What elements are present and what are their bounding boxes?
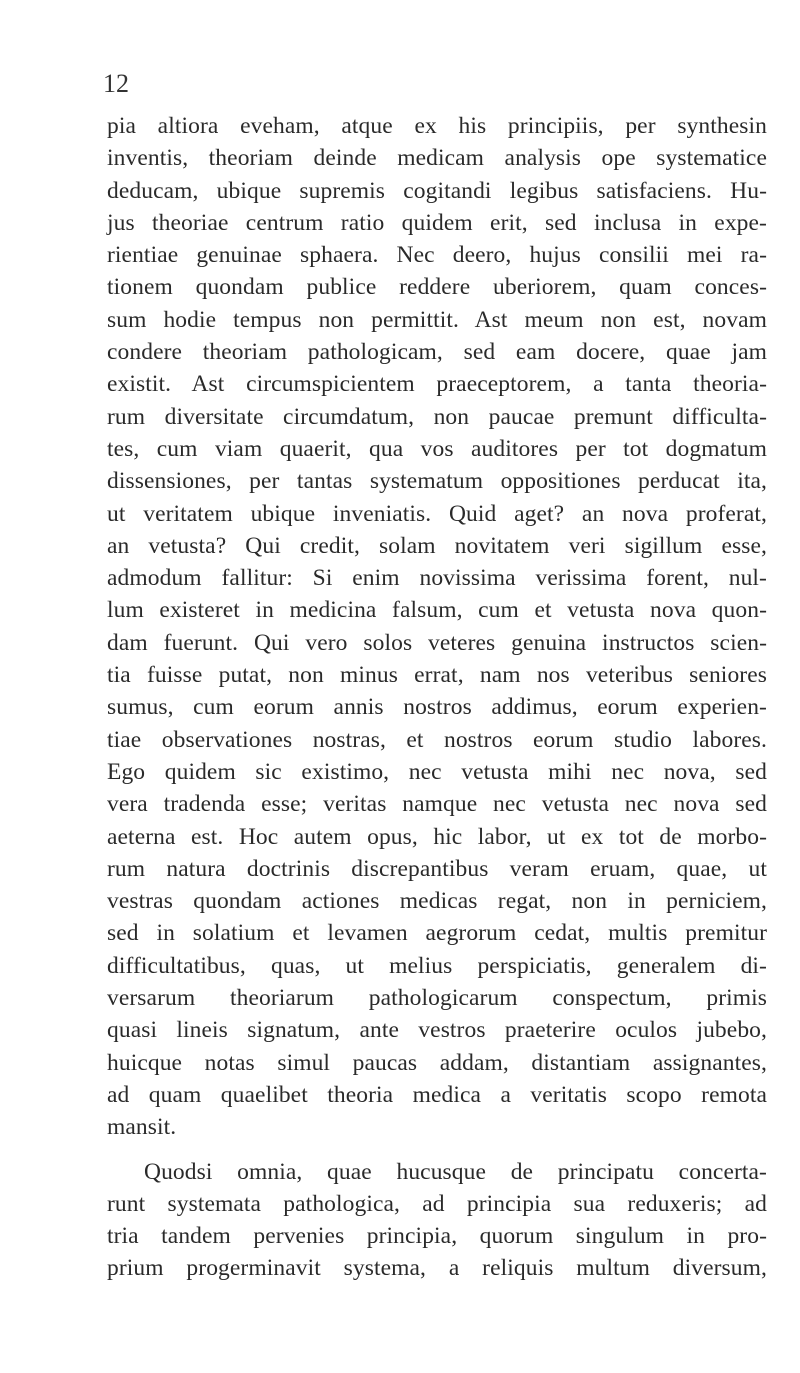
text-line: Quodsi omnia, quae hucusque de principatu concerta- [144,1158,767,1185]
text-line: tia fuisse putat, non minus errat, nam nos veteribus seniores [107,662,767,689]
text-line: ut veritatem ubique inveniatis. Quid aget? an nova proferat, [107,500,767,527]
text-line: an vetusta? Qui credit, solam novitatem veri sigillum esse, [107,532,767,559]
text-line: rum natura doctrinis discrepantibus veram eruam, quae, ut [107,855,767,882]
text-line: sum hodie tempus non permittit. Ast meum non est, novam [107,306,767,333]
text-line: rum diversitate circumdatum, non paucae premunt difficulta- [107,403,767,430]
text-line: ad quam quaelibet theoria medica a veritatis scopo remota [107,1081,767,1108]
text-line: dissensiones, per tantas systematum oppositiones perducat ita, [107,468,767,495]
paragraph-gap [107,1144,767,1156]
text-line: vera tradenda esse; veritas namque nec vetusta nec nova sed [107,791,767,818]
text-line: pia altiora eveham, atque ex his principiis, per synthesin [107,113,767,139]
text-line: sed in solatium et levamen aegrorum cedat, multis premitur [107,920,767,947]
paragraph [107,1156,767,1285]
text-line: jus theoriae centrum ratio quidem erit, sed inclusa in expe- [107,209,767,236]
body-text [107,110,767,1285]
text-line: dam fuerunt. Qui vero solos veteres genuina instructos scien- [107,629,767,656]
text-line: mansit. [107,1114,177,1141]
paragraph [107,110,767,1144]
text-line: rientiae genuinae sphaera. Nec deero, hujus consilii mei ra- [107,242,767,269]
text-line: tria tandem pervenies principia, quorum singulum in pro- [107,1223,767,1250]
text-line: lum existeret in medicina falsum, cum et vetusta nova quon- [107,597,767,624]
text-line: aeterna est. Hoc autem opus, hic labor, ut ex tot de morbo- [107,823,767,850]
text-line: versarum theoriarum pathologicarum conspectum, primis [107,985,767,1012]
text-line: existit. Ast circumspicientem praeceptorem, a tanta theoria- [107,371,767,398]
text-line: tes, cum viam quaerit, qua vos auditores per tot dogmatum [107,435,767,462]
text-line: deducam, ubique supremis cogitandi legibus satisfaciens. Hu- [107,177,767,204]
text-line: runt systemata pathologica, ad principia sua reduxeris; ad [107,1190,767,1217]
text-line: vestras quondam actiones medicas regat, non in perniciem, [107,888,767,915]
text-line: sumus, cum eorum annis nostros addimus, eorum experien- [107,694,767,721]
text-line: condere theoriam pathologicam, sed eam docere, quae jam [107,339,767,366]
text-line: tiae observationes nostras, et nostros eorum studio labores. [107,726,767,753]
text-line: admodum fallitur: Si enim novissima verissima forent, nul- [107,565,767,592]
text-line: difficultatibus, quas, ut melius perspiciatis, generalem di- [107,952,767,979]
text-line: Ego quidem sic existimo, nec vetusta mihi nec nova, sed [107,758,767,785]
text-line: tionem quondam publice reddere uberiorem, quam conces- [107,274,767,301]
page-number: 12 [103,69,129,98]
text-line: huicque notas simul paucas addam, distantiam assignantes, [107,1049,767,1076]
text-line: inventis, theoriam deinde medicam analysis ope systematice [107,145,767,172]
text-line: prium progerminavit systema, a reliquis multum diversum, [107,1255,767,1282]
text-line: quasi lineis signatum, ante vestros praeterire oculos jubebo, [107,1017,767,1044]
